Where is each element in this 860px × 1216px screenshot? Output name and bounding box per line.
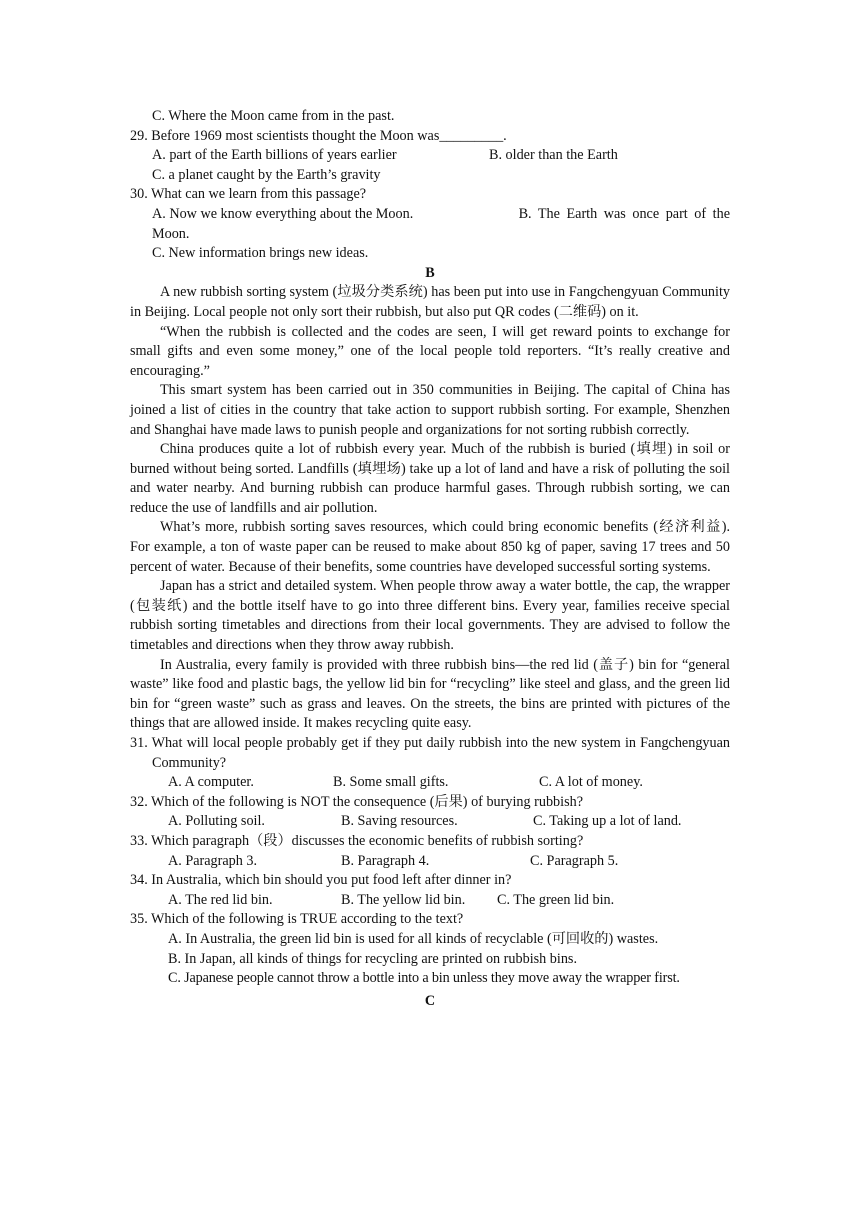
q35-option-b: B. In Japan, all kinds of things for recycling are printed on rubbish bins. [168,950,577,967]
q29-option-b: B. older than the Earth [489,147,618,164]
q31-option-b: B. Some small gifts. [333,774,449,791]
q32-option-a: A. Polluting soil. [168,813,265,830]
document-page [130,107,730,1011]
section-c-heading: C [424,992,436,1009]
q29-options-row1 [130,146,730,166]
q34-option-a: A. The red lid bin. [168,891,273,908]
q33-options [130,852,730,872]
q35-option-a: A. In Australia, the green lid bin is used for all kinds of recyclable (可回收的) wastes. [168,930,659,947]
q29-option-a: A. part of the Earth billions of years earlier [152,147,397,164]
q30-option-c: C. New information brings new ideas. [152,245,369,262]
q30-stem: 30. What can we learn from this passage? [130,186,367,203]
q30-options-row1 [130,205,730,225]
q29-option-c: C. a planet caught by the Earth’s gravity [152,166,381,183]
passage-paragraph-4: China produces quite a lot of rubbish every year. Much of the rubbish is buried (填埋) in soil or burned without being sorted. Landfills (填埋场) take up a lot of land and have a risk of polluting the soil and water nearby. And burning rubbish can produce harmful gases. Through rubbish sorting, we can reduce the use of landfills and air pollution. [130,441,730,516]
q31-options [130,773,730,793]
q32-options [130,812,730,832]
passage-paragraph-6: Japan has a strict and detailed system. When people throw away a water bottle, the cap, the wrapper (包装纸) and the bottle itself have to go into three different bins. Every year, families receive special rubbish sorting timetables and directions from their local governments. They are advised to follow the timetables and directions when they throw away rubbish. [130,578,730,654]
passage-paragraph-7: In Australia, every family is provided with three rubbish bins—the red lid (盖子) bin for “general waste” like food and plastic bags, the yellow lid bin for “recycling” like steel and glass, and the green lid bin for “green waste” such as grass and leaves. On the streets, the bins are printed with pictures of the things that are allowed inside. It makes recycling quite easy. [130,656,730,732]
q32-option-b: B. Saving resources. [341,813,458,830]
q29-stem: 29. Before 1969 most scientists thought the Moon was_________. [130,127,507,144]
section-b-heading: B [425,264,435,281]
q33-option-b: B. Paragraph 4. [341,852,430,869]
passage-paragraph-5: What’s more, rubbish sorting saves resources, which could bring economic benefits (经济利益). For example, a ton of waste paper can be reused to make about 850 kg of paper, saving 17 trees and 50 percent of water. Because of their benefits, some countries have developed successful sorting systems. [130,519,730,575]
q32-stem: 32. Which of the following is NOT the consequence (后果) of burying rubbish? [130,793,583,810]
q31-option-a: A. A computer. [168,774,254,791]
q28-option-c: C. Where the Moon came from in the past. [152,108,395,124]
q31-option-c: C. A lot of money. [539,774,643,791]
q34-option-c: C. The green lid bin. [497,891,615,908]
q33-stem: 33. Which paragraph（段）discusses the economic benefits of rubbish sorting? [130,832,584,849]
q33-option-a: A. Paragraph 3. [168,852,258,869]
q30-option-b-cont: Moon. [152,225,190,242]
q30-option-a: A. Now we know everything about the Moon. [152,205,414,222]
passage-paragraph-2: “When the rubbish is collected and the codes are seen, I will get reward points to exchange for small gifts and even some money,” one of the local people told reporters. “It’s really creative and encouraging.” [130,323,730,379]
q31-stem: 31. What will local people probably get if they put daily rubbish into the new system in Fangchengyuan Community? [130,735,730,771]
q35-stem: 35. Which of the following is TRUE according to the text? [130,911,464,928]
q34-stem: 34. In Australia, which bin should you put food left after dinner in? [130,872,512,889]
q34-option-b: B. The yellow lid bin. [341,891,466,908]
q33-option-c: C. Paragraph 5. [530,852,619,869]
passage-paragraph-3: This smart system has been carried out in 350 communities in Beijing. The capital of China has joined a list of cities in the country that take action to support rubbish sorting. For example, Shenzhen and Shanghai have made laws to punish people and organizations for not sorting rubbish correctly. [130,382,730,438]
q34-options [130,891,730,911]
passage-paragraph-1: A new rubbish sorting system (垃圾分类系统) has been put into use in Fangchengyuan Community in Beijing. Local people not only sort their rubbish, but also put QR codes (二维码) on it. [130,284,730,320]
q32-option-c: C. Taking up a lot of land. [533,813,682,830]
q35-option-c: C. Japanese people cannot throw a bottle into a bin unless they move away the wrapper first. [168,970,680,987]
q30-option-b: B. The Earth was once part of the [518,205,730,222]
